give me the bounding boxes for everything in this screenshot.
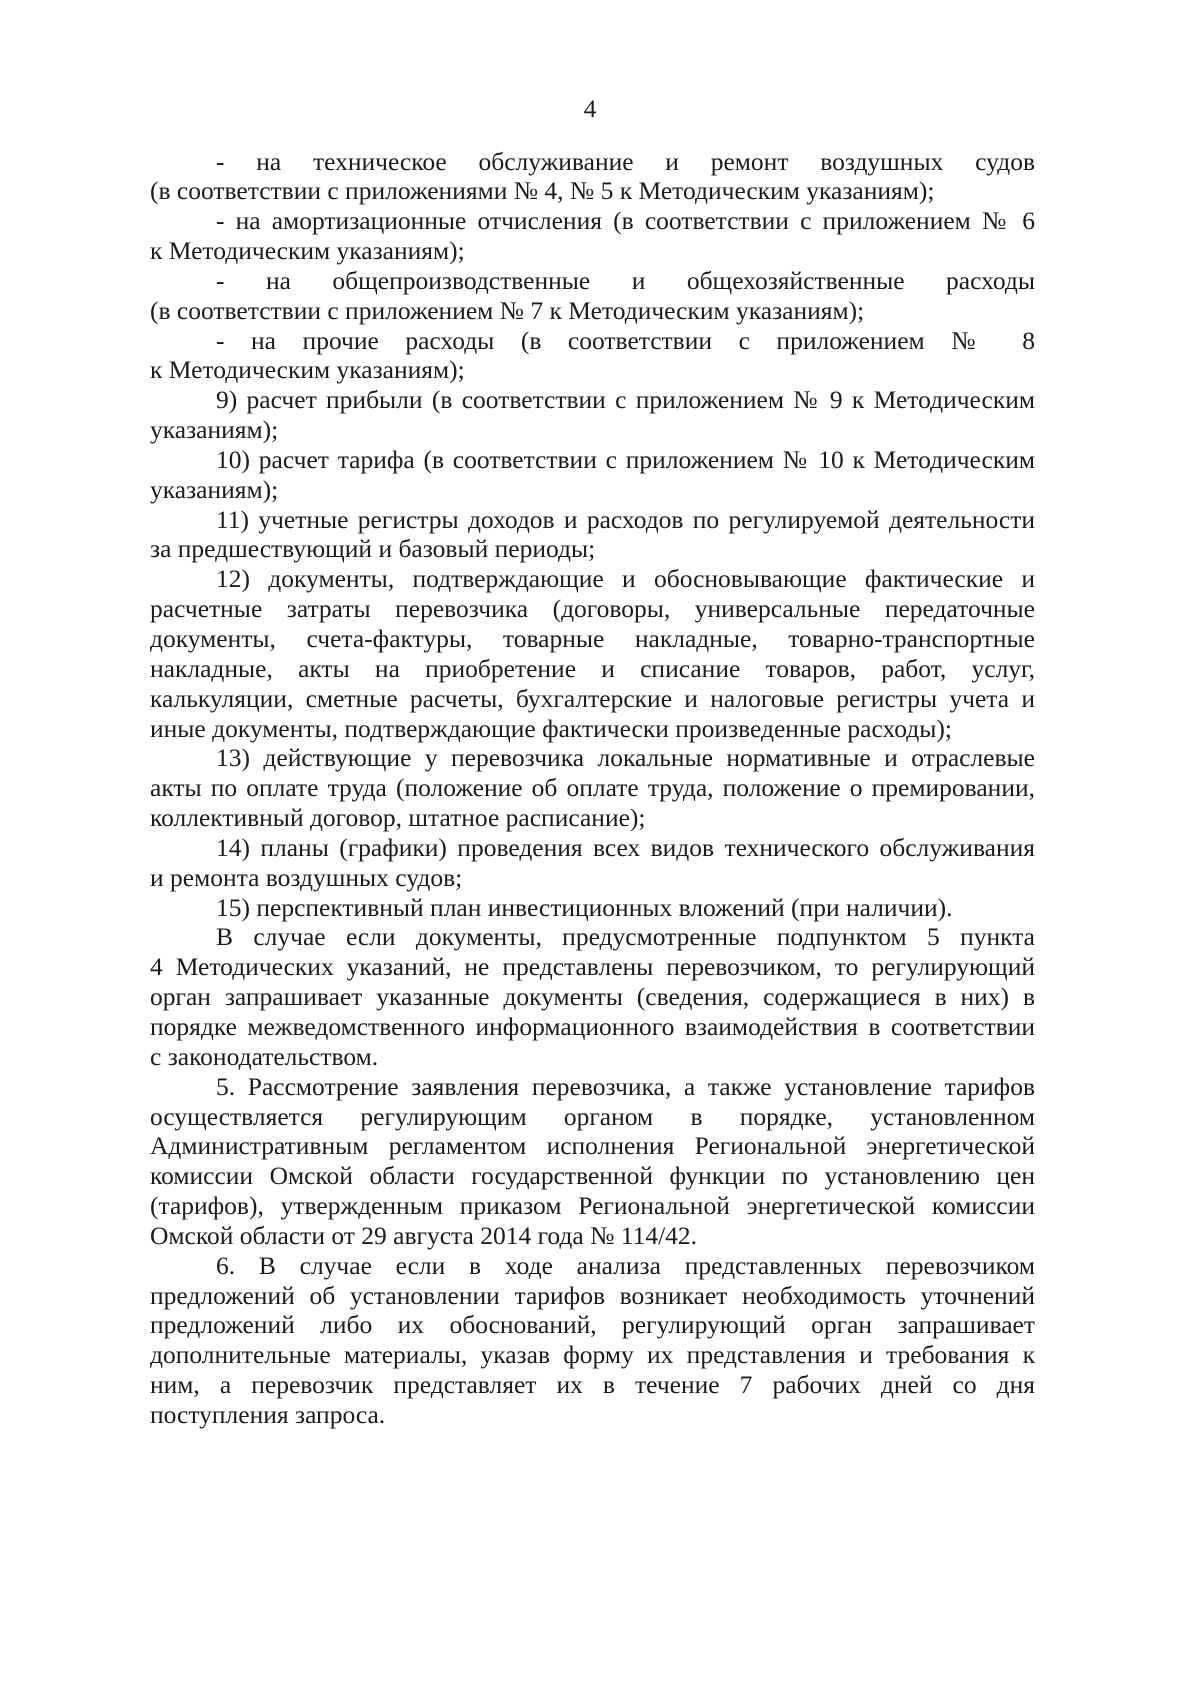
text-line: комиссии Омской области государственной функции по установлению цен — [150, 1161, 1035, 1191]
text-line: с законодательством. — [150, 1041, 379, 1071]
paragraph — [150, 564, 1035, 743]
text-line: указаниям); — [150, 474, 279, 504]
paragraph — [150, 1072, 1035, 1251]
text-line: предложений об установлении тарифов возникает необходимость уточнений — [150, 1280, 1035, 1310]
text-line: 9) расчет прибыли (в соответствии с приложением № 9 к Методическим — [216, 385, 1035, 415]
text-line: документы, счета-фактуры, товарные накладные, товарно-транспортные — [150, 624, 1035, 653]
text-line: Омской области от 29 августа 2014 года № 114/42. — [150, 1220, 698, 1250]
paragraph — [150, 1251, 1035, 1430]
text-line: В случае если документы, предусмотренные подпунктом 5 пункта — [216, 922, 1035, 952]
text-line: - на прочие расходы (в соответствии с приложением № 8 — [216, 325, 1035, 355]
text-line: 12) документы, подтверждающие и обосновывающие фактические и — [216, 564, 1035, 594]
text-line: расчетные затраты перевозчика (договоры, универсальные передаточные — [150, 594, 1035, 624]
paragraph — [150, 147, 1035, 207]
text-line: Административным регламентом исполнения Региональной энергетической — [150, 1131, 1035, 1161]
paragraph — [150, 445, 1035, 505]
text-line: к Методическим указаниям); — [150, 236, 465, 266]
paragraph — [150, 743, 1035, 833]
text-line: (в соответствии с приложением № 7 к Методическим указаниям); — [150, 295, 865, 325]
paragraph — [150, 266, 1035, 326]
text-line: - на амортизационные отчисления (в соответствии с приложением № 6 — [216, 206, 1035, 236]
text-line: порядке межведомственного информационного взаимодействия в соответствии — [150, 1011, 1035, 1041]
text-line: 11) учетные регистры доходов и расходов по регулируемой деятельности — [216, 504, 1035, 534]
text-line: 14) планы (графики) проведения всех видов технического обслуживания — [216, 832, 1035, 862]
text-line: 13) действующие у перевозчика локальные нормативные и отраслевые — [216, 743, 1035, 773]
text-line: ним, а перевозчик представляет их в течение 7 рабочих дней со дня — [150, 1370, 1035, 1400]
text-line: 4 Методических указаний, не представлены перевозчиком, то регулирующий — [150, 952, 1035, 982]
text-line: осуществляется регулирующим органом в порядке, установленном — [150, 1101, 1035, 1131]
text-line: 10) расчет тарифа (в соответствии с приложением № 10 к Методическим — [216, 444, 1035, 474]
text-line: коллективный договор, штатное расписание); — [150, 803, 646, 833]
text-line: дополнительные материалы, указав форму их представления и требования к — [150, 1340, 1035, 1370]
text-line: указаниям); — [150, 415, 279, 445]
paragraph — [150, 326, 1035, 386]
paragraph — [150, 833, 1035, 893]
document-body — [150, 147, 1035, 1430]
text-line: (тарифов), утвержденным приказом Региональной энергетической комиссии — [150, 1191, 1035, 1221]
text-line: за предшествующий и базовый периоды; — [150, 534, 596, 564]
text-line: орган запрашивает указанные документы (сведения, содержащиеся в них) в — [150, 982, 1035, 1012]
text-line: - на техническое обслуживание и ремонт воздушных судов — [216, 146, 1035, 176]
text-line: накладные, акты на приобретение и списание товаров, работ, услуг, — [150, 653, 1035, 683]
paragraph — [150, 206, 1035, 266]
text-line: калькуляции, сметные расчеты, бухгалтерские и налоговые регистры учета и — [150, 683, 1035, 713]
text-line: акты по оплате труда (положение об оплате труда, положение о премировании, — [150, 773, 1035, 803]
text-line: предложений либо их обоснований, регулирующий орган запрашивает — [150, 1310, 1035, 1340]
text-line: (в соответствии с приложениями № 4, № 5 к Методическим указаниям); — [150, 176, 935, 206]
text-line: 5. Рассмотрение заявления перевозчика, а также установление тарифов — [216, 1071, 1035, 1101]
page-number: 4 — [583, 94, 597, 123]
text-line: и ремонта воздушных судов; — [150, 862, 463, 892]
text-line: поступления запроса. — [150, 1399, 386, 1429]
paragraph — [150, 505, 1035, 565]
text-line: 15) перспективный план инвестиционных вложений (при наличии). — [216, 892, 953, 922]
text-line: иные документы, подтверждающие фактически произведенные расходы); — [150, 713, 952, 743]
text-line: 6. В случае если в ходе анализа представленных перевозчиком — [216, 1250, 1035, 1280]
paragraph — [150, 922, 1035, 1071]
paragraph — [150, 893, 1035, 923]
paragraph — [150, 385, 1035, 445]
text-line: к Методическим указаниям); — [150, 355, 465, 385]
text-line: - на общепроизводственные и общехозяйственные расходы — [216, 265, 1035, 295]
